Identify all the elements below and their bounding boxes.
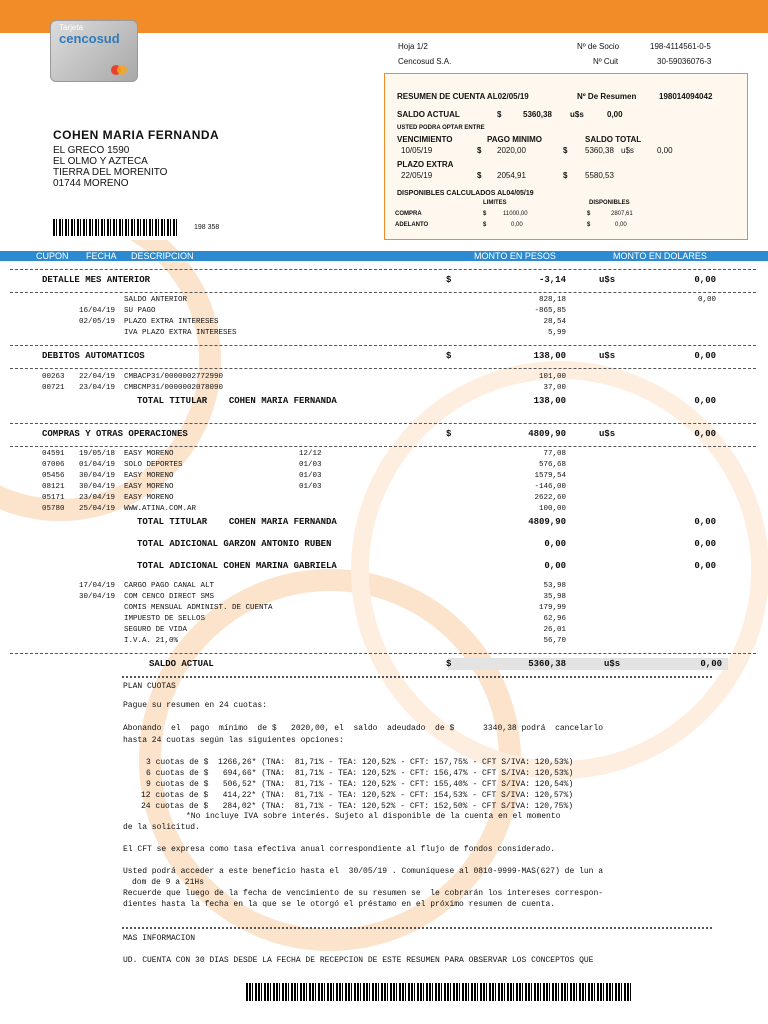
compra-row-cupon: 08121 [42, 483, 65, 491]
cuit-label: Nº Cuit [593, 57, 619, 66]
total-adicional-usd: 0,00 [694, 539, 716, 549]
limites-label: LIMITES [483, 200, 507, 206]
compra-row-desc: EASY MORENO [124, 472, 174, 480]
plan-note-1: *No incluye IVA sobre interés. Sujeto al disponible de la cuenta en el momento [186, 812, 561, 821]
saldo-actual-value: 5360,38 [528, 659, 566, 669]
vencimiento-label: VENCIMIENTO [397, 135, 453, 144]
pago-minimo-value: 2020,00 [497, 146, 526, 155]
plan-option: 3 cuotas de $ 1266,26* (TNA: 81,71% - TEA: 120,52% - CFT: 157,75% - CFT S/IVA: 120,53%) [146, 758, 574, 767]
compra-row-fecha: 30/04/19 [79, 472, 116, 480]
debito-row-cupon: 00263 [42, 373, 65, 381]
compra-row-fecha: 25/04/19 [79, 505, 116, 513]
plan-benefit-1: Usted podrá acceder a este beneficio hasta el 30/05/19 . Comuníquese al 0810-9999-MAS(627) de lun a [123, 867, 604, 876]
plan-option: 12 cuotas de $ 414,22* (TNA: 81,71% - TEA: 120,52% - CFT: 154,53% - CFT S/IVA: 120,57%) [141, 791, 574, 800]
saldo-currency: $ [497, 110, 502, 119]
divider [10, 446, 756, 447]
vencimiento-date: 10/05/19 [401, 146, 433, 155]
charge-row-amount: 179,99 [538, 604, 566, 612]
compra-row-cupon: 04591 [42, 450, 65, 458]
disponibles-label: DISPONIBLES [589, 200, 630, 206]
detalle-total: -3,14 [538, 275, 566, 285]
detalle-row-desc: IVA PLAZO EXTRA INTERESES [124, 329, 237, 337]
plan-intro: Pague su resumen en 24 cuotas: [123, 701, 268, 710]
card-small-label: Tarjeta [59, 23, 84, 32]
col-monto-pesos: MONTO EN PESOS [474, 251, 556, 261]
debitos-usd-currency: u$s [599, 351, 616, 361]
plan-benefit-4: dientes hasta la fecha en la que se le otorgó el préstamo en el próximo resumen de cuenta. [123, 900, 556, 909]
total-usd: 0,00 [657, 146, 673, 155]
mastercard-icon [111, 65, 127, 75]
compra-row-desc: EASY MORENO [124, 450, 174, 458]
detalle-row-usd: 0,00 [697, 296, 716, 304]
section-detalle-title: DETALLE MES ANTERIOR [42, 275, 151, 285]
compra-row-cupon: 05780 [42, 505, 65, 513]
divider [10, 269, 756, 270]
compra-row-cuota: 01/03 [299, 483, 322, 491]
divider [10, 345, 756, 346]
company-name: Cencosud S.A. [398, 57, 452, 66]
col-fecha: FECHA [86, 251, 117, 261]
debito-row-cupon: 00721 [42, 384, 65, 392]
compra-row-fecha: 30/04/19 [79, 483, 116, 491]
plan-benefit-3: Recuerde que luego de la fecha de vencimiento de su resumen se le cobrarán los intereses correspon- [123, 889, 604, 898]
customer-name: COHEN MARIA FERNANDA [53, 128, 220, 142]
compra-row-fecha: 19/05/18 [79, 450, 116, 458]
charge-row-desc: IMPUESTO DE SELLOS [124, 615, 206, 623]
divider [10, 292, 756, 293]
compras-total: 4809,90 [528, 429, 566, 439]
divider [10, 368, 756, 369]
total-titular-label: TOTAL TITULAR COHEN MARIA FERNANDA [137, 517, 337, 527]
compra-row-desc: EASY MORENO [124, 494, 174, 502]
charge-row-fecha: 30/04/19 [79, 593, 116, 601]
debitos-total-titular: 138,00 [533, 396, 566, 406]
saldo-actual-currency: $ [446, 659, 452, 669]
detalle-row-amount: -865,85 [534, 307, 566, 315]
adelanto-limit-currency: $ [483, 222, 487, 228]
socio-label: Nº de Socio [577, 42, 620, 51]
compra-disponible: 2807,61 [611, 211, 633, 217]
total-titular-value: 4809,90 [528, 517, 566, 527]
detalle-usd-currency: u$s [599, 275, 616, 285]
charge-row-amount: 62,96 [543, 615, 566, 623]
saldo-total-value: 5360,38 [585, 146, 614, 155]
compra-row-cupon: 05456 [42, 472, 65, 480]
page-number: Hoja 1/2 [398, 42, 428, 51]
debito-row-amount: 101,00 [538, 373, 566, 381]
section-compras-title: COMPRAS Y OTRAS OPERACIONES [42, 429, 188, 439]
compra-row-cuota: 01/03 [299, 472, 322, 480]
saldo-label: SALDO ACTUAL [397, 110, 460, 119]
saldo-actual-label: SALDO ACTUAL [149, 659, 214, 669]
compra-row-desc: EASY MORENO [124, 483, 174, 491]
compra-row-cupon: 07006 [42, 461, 65, 469]
total-usd-currency: u$s [621, 146, 634, 155]
address-line-2: EL OLMO Y AZTECA [53, 156, 148, 167]
adelanto-disponible: 0,00 [615, 222, 627, 228]
detalle-row-desc: SALDO ANTERIOR [124, 296, 188, 304]
saldo-actual-usd-currency: u$s [604, 659, 621, 669]
debito-row-desc: CMBCMP31/0000002078090 [124, 384, 224, 392]
plan-note-2: de la solicitud. [123, 823, 200, 832]
address-line-1: EL GRECO 1590 [53, 145, 130, 156]
plazo-total-value: 5580,53 [585, 171, 614, 180]
compra-row-cuota: 01/03 [299, 461, 322, 469]
detalle-row-fecha: 02/05/19 [79, 318, 116, 326]
plan-benefit-2: dom de 9 a 21Hs [132, 878, 205, 887]
compra-row-cupon: 05171 [42, 494, 65, 502]
plazo-extra-label: PLAZO EXTRA [397, 160, 454, 169]
total-adicional-label: TOTAL ADICIONAL GARZON ANTONIO RUBEN [137, 539, 332, 549]
adelanto-disp-currency: $ [587, 222, 591, 228]
cencosud-card-logo [50, 20, 138, 82]
adelanto-label: ADELANTO [395, 222, 429, 228]
detalle-row-amount: 828,18 [538, 296, 566, 304]
plazo-currency: $ [477, 171, 482, 180]
address-line-3: TIERRA DEL MORENITO [53, 167, 168, 178]
detalle-row-amount: 5,99 [547, 329, 566, 337]
compras-currency: $ [446, 429, 452, 439]
plan-option: 9 cuotas de $ 506,52* (TNA: 81,71% - TEA: 120,52% - CFT: 155,40% - CFT S/IVA: 120,54%) [146, 780, 574, 789]
compra-row-amount: 77,08 [543, 450, 566, 458]
total-adicional-label: TOTAL ADICIONAL COHEN MARINA GABRIELA [137, 561, 337, 571]
plan-paragraph-1: Abonando el pago mínimo de $ 2020,00, el saldo adeudado de $ 3340,38 podrá cancelarlo [123, 724, 604, 733]
account-summary-box [384, 73, 748, 240]
debitos-total-titular-usd: 0,00 [694, 396, 716, 406]
detalle-row-fecha: 16/04/19 [79, 307, 116, 315]
charge-row-desc: COM CENCO DIRECT SMS [124, 593, 215, 601]
detalle-currency: $ [446, 275, 452, 285]
debito-row-desc: CMBACP31/0000002772990 [124, 373, 224, 381]
charge-row-desc: COMIS MENSUAL ADMINIST. DE CUENTA [124, 604, 273, 612]
compra-row-amount: -146,00 [534, 483, 566, 491]
debito-row-fecha: 23/04/19 [79, 384, 116, 392]
footer-barcode [246, 983, 632, 1001]
compra-row-amount: 576,68 [538, 461, 566, 469]
compra-limit: 11000,00 [503, 211, 528, 217]
col-cupon: CUPON [36, 251, 69, 261]
saldo-actual-usd: 0,00 [700, 659, 722, 669]
charge-row-fecha: 17/04/19 [79, 582, 116, 590]
debitos-currency: $ [446, 351, 452, 361]
section-debitos-title: DEBITOS AUTOMATICOS [42, 351, 145, 361]
charge-row-amount: 26,01 [543, 626, 566, 634]
charge-row-amount: 53,98 [543, 582, 566, 590]
dotted-divider [122, 927, 712, 929]
debito-row-amount: 37,00 [543, 384, 566, 392]
pago-minimo-label: PAGO MINIMO [487, 135, 542, 144]
plan-option: 24 cuotas de $ 284,02* (TNA: 81,71% - TEA: 120,52% - CFT: 152,50% - CFT S/IVA: 120,75%) [141, 802, 574, 811]
compra-row-amount: 100,00 [538, 505, 566, 513]
pago-currency: $ [477, 146, 482, 155]
total-adicional-value: 0,00 [544, 539, 566, 549]
resumen-value: 198014094042 [659, 92, 713, 101]
charge-row-desc: CARGO PAGO CANAL ALT [124, 582, 215, 590]
mas-informacion-title: MAS INFORMACION [123, 934, 196, 943]
plazo-total-currency: $ [563, 171, 568, 180]
compra-row-amount: 2622,60 [534, 494, 566, 502]
disponibles-title: DISPONIBLES CALCULADOS AL04/05/19 [397, 190, 534, 197]
mas-informacion-text: UD. CUENTA CON 30 DIAS DESDE LA FECHA DE RECEPCION DE ESTE RESUMEN PARA OBSERVAR LOS CONCEPTOS QUE [123, 956, 594, 965]
detalle-usd: 0,00 [694, 275, 716, 285]
charge-row-desc: I.V.A. 21,0% [124, 637, 179, 645]
total-adicional-value: 0,00 [544, 561, 566, 571]
total-adicional-usd: 0,00 [694, 561, 716, 571]
col-monto-dolares: MONTO EN DOLARES [613, 251, 707, 261]
cuit-value: 30-59036076-3 [657, 57, 712, 66]
detalle-row-desc: SU PAGO [124, 307, 156, 315]
total-titular-usd: 0,00 [694, 517, 716, 527]
adelanto-limit: 0,00 [511, 222, 523, 228]
compras-usd: 0,00 [694, 429, 716, 439]
compra-row-fecha: 01/04/19 [79, 461, 116, 469]
divider [10, 423, 756, 424]
plan-cft-note: El CFT se expresa como tasa efectiva anual correspondiente al flujo de fondos considerado. [123, 845, 556, 854]
saldo-usd-currency: u$s [570, 110, 584, 119]
compras-usd-currency: u$s [599, 429, 616, 439]
compra-row-desc: WWW.ATINA.COM.AR [124, 505, 197, 513]
debitos-total-titular-label: TOTAL TITULAR COHEN MARIA FERNANDA [137, 396, 337, 406]
dotted-divider [122, 676, 712, 678]
detalle-row-amount: 28,54 [543, 318, 566, 326]
compra-row-amount: 1579,54 [534, 472, 566, 480]
saldo-value: 5360,38 [523, 110, 552, 119]
compra-row-cuota: 12/12 [299, 450, 322, 458]
plazo-extra-value: 2054,91 [497, 171, 526, 180]
compra-row-fecha: 23/04/19 [79, 494, 116, 502]
card-brand-name: cencosud [59, 31, 120, 46]
address-barcode [53, 219, 179, 236]
column-header-bar [0, 251, 768, 261]
compra-label: COMPRA [395, 211, 422, 217]
charge-row-desc: SEGURO DE VIDA [124, 626, 188, 634]
divider [10, 653, 756, 654]
charge-row-amount: 56,70 [543, 637, 566, 645]
debitos-usd: 0,00 [694, 351, 716, 361]
debitos-total: 138,00 [533, 351, 566, 361]
charge-row-amount: 35,98 [543, 593, 566, 601]
plan-option: 6 cuotas de $ 694,66* (TNA: 81,71% - TEA: 120,52% - CFT: 156,47% - CFT S/IVA: 120,53%) [146, 769, 574, 778]
detalle-row-desc: PLAZO EXTRA INTERESES [124, 318, 219, 326]
compra-limit-currency: $ [483, 211, 487, 217]
compra-row-desc: SOLO DEPORTES [124, 461, 183, 469]
optar-label: USTED PODRA OPTAR ENTRE [397, 125, 485, 131]
plan-cuotas-title: PLAN CUOTAS [123, 682, 176, 691]
debito-row-fecha: 22/04/19 [79, 373, 116, 381]
customer-code: 198 358 [194, 224, 220, 231]
saldo-total-label: SALDO TOTAL [585, 135, 642, 144]
col-descripcion: DESCRIPCION [131, 251, 194, 261]
total-currency: $ [563, 146, 568, 155]
saldo-usd: 0,00 [607, 110, 623, 119]
socio-value: 198-4114561-0-5 [650, 42, 711, 51]
resumen-label: Nº De Resumen [577, 92, 637, 101]
address-line-4: 01744 MORENO [53, 178, 129, 189]
summary-title: RESUMEN DE CUENTA AL02/05/19 [397, 92, 529, 101]
compra-disp-currency: $ [587, 211, 591, 217]
plazo-extra-date: 22/05/19 [401, 171, 433, 180]
plan-paragraph-2: hasta 24 cuotas según las siguientes opciones: [123, 736, 344, 745]
